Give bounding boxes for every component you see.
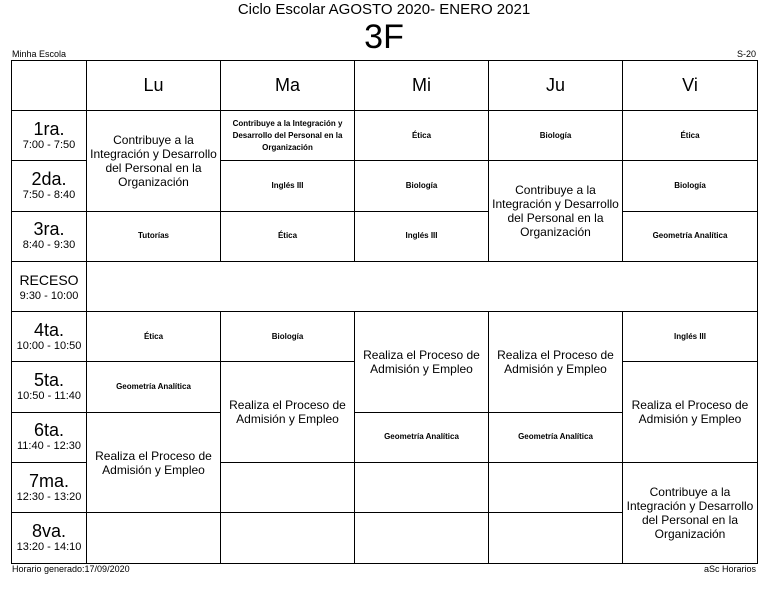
lesson-mi-4: Realiza el Proceso de Admisión y Empleo [355, 312, 489, 413]
lesson-ma-1: Contribuye a la Integración y Desarrollo del Personal en la Organización [221, 111, 355, 161]
period-row [12, 111, 758, 161]
period-cell [12, 412, 87, 462]
school-cycle-title: Ciclo Escolar AGOSTO 2020- ENERO 2021 [237, 1, 531, 18]
period-time: 11:40 - 12:30 [16, 440, 81, 453]
period-name: 1ra. [33, 118, 65, 139]
period-time: 9:30 - 10:00 [19, 290, 79, 303]
break-cell [12, 261, 87, 311]
lesson-lu-3: Tutorías [87, 211, 221, 261]
period-time: 8:40 - 9:30 [22, 239, 76, 252]
period-name: 8va. [31, 521, 67, 542]
period-time: 10:50 - 11:40 [16, 390, 81, 403]
day-header-vi: Vi [623, 61, 758, 111]
empty-cell [489, 463, 623, 513]
lesson-lu-6: Realiza el Proceso de Admisión y Empleo [87, 412, 221, 513]
period-name: 5ta. [33, 370, 65, 391]
lesson-mi-1: Ética [355, 111, 489, 161]
period-cell [12, 211, 87, 261]
period-cell [12, 513, 87, 563]
software-name: aSc Horarios [703, 564, 756, 574]
lesson-vi-2: Biología [623, 161, 758, 211]
period-time: 7:50 - 8:40 [22, 188, 76, 201]
lesson-ma-5: Realiza el Proceso de Admisión y Empleo [221, 362, 355, 463]
day-header-ju: Ju [489, 61, 623, 111]
lesson-ju-6: Geometría Analítica [489, 412, 623, 462]
period-row [12, 211, 758, 261]
day-header-ma: Ma [221, 61, 355, 111]
day-header-row [12, 61, 758, 111]
day-header-mi: Mi [355, 61, 489, 111]
timetable [11, 60, 758, 564]
period-name: 3ra. [33, 219, 65, 240]
empty-cell [87, 513, 221, 563]
period-time: 7:00 - 7:50 [22, 138, 76, 151]
lesson-mi-3: Inglés III [355, 211, 489, 261]
period-cell [12, 161, 87, 211]
period-cell [12, 111, 87, 161]
empty-cell [355, 513, 489, 563]
period-time: 13:20 - 14:10 [16, 541, 82, 554]
break-row [12, 261, 758, 311]
period-row [12, 312, 758, 362]
lesson-vi-5: Realiza el Proceso de Admisión y Empleo [623, 362, 758, 463]
lesson-ma-4: Biología [221, 312, 355, 362]
empty-cell [221, 513, 355, 563]
lesson-ma-3: Ética [221, 211, 355, 261]
empty-cell [221, 463, 355, 513]
period-time: 12:30 - 13:20 [16, 490, 82, 503]
period-cell [12, 362, 87, 412]
period-name: 7ma. [28, 470, 70, 491]
period-name: 2da. [31, 168, 67, 189]
lesson-lu-4: Ética [87, 312, 221, 362]
lesson-ju-4: Realiza el Proceso de Admisión y Empleo [489, 312, 623, 413]
schedule-code: S-20 [736, 49, 756, 59]
break-span [87, 261, 758, 311]
period-name: RECESO [19, 272, 79, 289]
lesson-mi-6: Geometría Analítica [355, 412, 489, 462]
period-cell [12, 463, 87, 513]
lesson-lu-5: Geometría Analítica [87, 362, 221, 412]
empty-cell [489, 513, 623, 563]
lesson-ju-2: Contribuye a la Integración y Desarrollo del Personal en la Organización [489, 161, 623, 262]
period-time: 10:00 - 10:50 [16, 339, 82, 352]
lesson-ma-2: Inglés III [221, 161, 355, 211]
empty-cell [355, 463, 489, 513]
lesson-vi-4: Inglés III [623, 312, 758, 362]
lesson-mi-2: Biología [355, 161, 489, 211]
day-header-lu: Lu [87, 61, 221, 111]
lesson-lu-1: Contribuye a la Integración y Desarrollo del Personal en la Organización [87, 111, 221, 212]
lesson-vi-1: Ética [623, 111, 758, 161]
period-name: 6ta. [33, 420, 65, 441]
school-name: Minha Escola [12, 49, 67, 59]
lesson-vi-3: Geometría Analítica [623, 211, 758, 261]
corner-cell [12, 61, 87, 111]
lesson-ju-1: Biología [489, 111, 623, 161]
group-title: 3F [364, 18, 404, 56]
period-cell [12, 312, 87, 362]
period-name: 4ta. [33, 319, 65, 340]
lesson-vi-7: Contribuye a la Integración y Desarrollo del Personal en la Organización [623, 463, 758, 564]
generated-date: Horario generado:17/09/2020 [12, 564, 130, 574]
